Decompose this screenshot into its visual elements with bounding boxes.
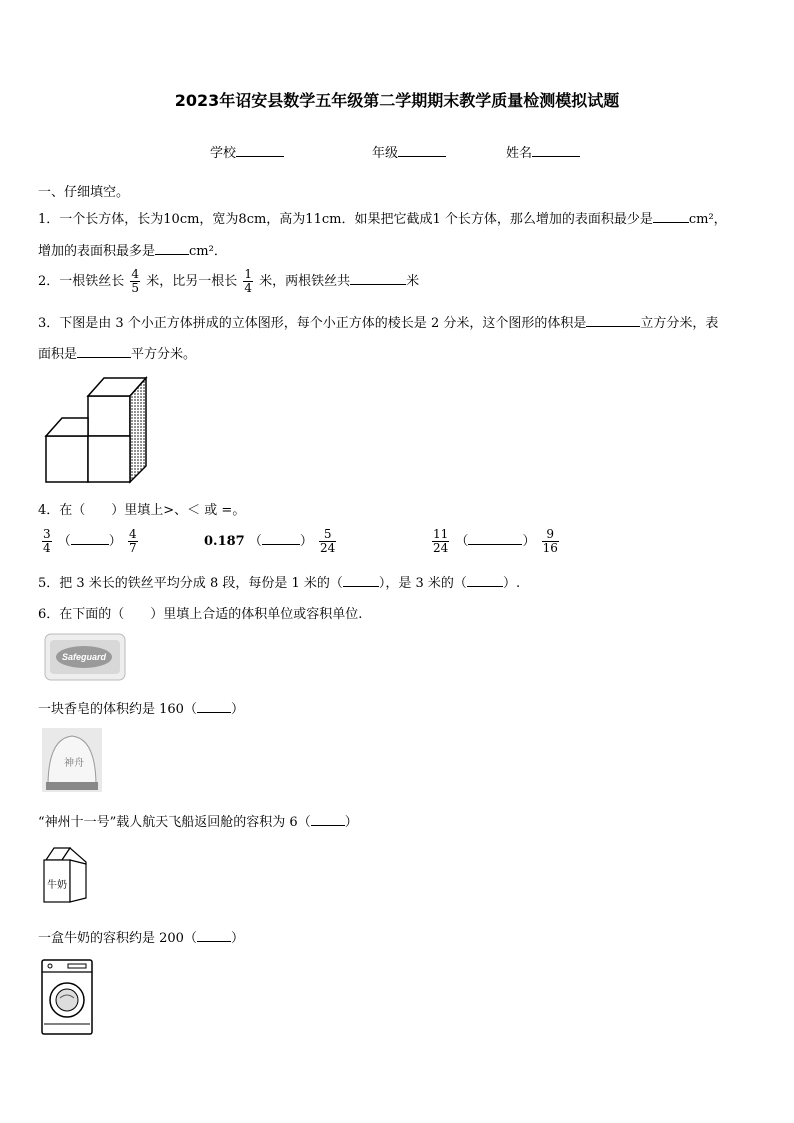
q6-s2-text: “神州十一号”载人航天飞船返回舱的容积为 6（ (38, 815, 311, 830)
denominator: 4 (43, 541, 51, 555)
q1-text: 1．一个长方体，长为10cm，宽为8cm，高为11cm．如果把它截成1 个长方体，那么增加的表面积最少是 (38, 212, 653, 227)
numerator: 1 (244, 267, 252, 281)
question-1-line-1 (38, 208, 727, 227)
capsule-image (42, 728, 102, 792)
q5-text-a: 5．把 3 米长的铁丝平均分成 8 段，每份是 1 米的（ (38, 576, 343, 591)
q6-s1-text: 一块香皂的体积约是 160（ (38, 702, 197, 717)
soap-image (44, 632, 126, 682)
numerator: 5 (319, 528, 336, 542)
q1-unit-1: cm²， (688, 212, 727, 227)
fraction (128, 528, 138, 555)
numerator: 4 (131, 267, 140, 281)
q5-blank-1[interactable] (343, 574, 379, 587)
q3-text-2: 面积是 (38, 347, 78, 362)
q5-text-b: ），是 3 米的（ (378, 576, 467, 591)
compare-2-blank[interactable]: （ ） (248, 534, 313, 549)
denominator: 24 (320, 541, 336, 555)
q6-blank-2[interactable] (311, 813, 345, 826)
q1-blank-2[interactable] (155, 242, 189, 255)
compare-1-blank[interactable]: （ ） (57, 534, 122, 549)
q3-blank-2[interactable] (77, 345, 131, 358)
question-4-stem: 4．在（ ）里填上>、＜ 或 =。 (38, 503, 246, 518)
q3-text-2b: 平方分米。 (131, 347, 197, 362)
school-blank[interactable] (236, 144, 284, 157)
page-title: 2023年诏安县数学五年级第二学期期末教学质量检测模拟试题 (174, 91, 620, 110)
numerator: 9 (542, 528, 559, 542)
name-blank[interactable] (532, 144, 580, 157)
q2-text-a: 2．一根铁丝长 (38, 274, 125, 289)
q2-blank[interactable] (350, 272, 406, 285)
question-3-line-1 (38, 312, 718, 331)
cube-figure (44, 372, 156, 484)
question-6-item-3 (38, 927, 244, 946)
q6-close-2: ） (344, 815, 358, 830)
q6-close-1: ） (230, 702, 244, 717)
fraction (542, 528, 559, 555)
grade-field (372, 142, 446, 161)
grade-label: 年级 (372, 146, 399, 161)
question-3-line-2 (38, 343, 196, 362)
denominator: 7 (128, 541, 137, 555)
school-label: 学校 (210, 146, 237, 161)
denominator: 16 (542, 541, 558, 555)
washing-machine-image (40, 958, 94, 1036)
denominator: 5 (131, 281, 140, 295)
q6-blank-3[interactable] (197, 929, 231, 942)
compare-3-blank[interactable]: （ ） (455, 534, 536, 549)
q1-unit-2: cm²． (189, 244, 227, 259)
milk-text: 牛奶 (47, 880, 67, 891)
fraction (243, 268, 253, 295)
numerator: 11 (433, 527, 449, 541)
q3-blank-1[interactable] (586, 314, 640, 327)
q2-text-c: 米，两根铁丝共 (259, 274, 351, 289)
milk-carton-image (40, 846, 92, 904)
q6-s3-text: 一盒牛奶的容积约是 200（ (38, 931, 197, 946)
question-6-item-2 (38, 811, 358, 830)
q3-text-b: 立方分米，表 (640, 316, 719, 331)
compare-3 (430, 528, 561, 555)
q2-text-d: 米 (406, 274, 420, 289)
q6-close-3: ） (230, 931, 244, 946)
denominator: 4 (244, 281, 252, 295)
numerator: 4 (128, 527, 137, 541)
question-2 (38, 268, 419, 295)
fraction (319, 528, 336, 555)
section-heading: 一、仔细填空。 (38, 185, 130, 200)
question-6-stem: 6．在下面的（ ）里填上合适的体积单位或容积单位. (38, 607, 363, 622)
q5-blank-2[interactable] (467, 574, 503, 587)
compare-1 (40, 528, 140, 555)
q1-text-2: 增加的表面积最多是 (38, 244, 156, 259)
fraction (130, 268, 140, 295)
question-1-line-2 (38, 240, 227, 259)
school-field (210, 142, 284, 161)
question-5 (38, 572, 520, 591)
q2-text-b: 米，比另一根长 (146, 274, 238, 289)
question-6-item-1 (38, 698, 244, 717)
name-field (506, 142, 580, 161)
grade-blank[interactable] (398, 144, 446, 157)
fraction (42, 528, 52, 555)
q3-text: 3．下图是由 3 个小正方体拼成的立体图形，每个小正方体的棱长是 2 分米，这个图形的体积是 (38, 316, 587, 331)
q6-blank-1[interactable] (197, 700, 231, 713)
fraction (432, 528, 449, 555)
soap-brand-text: Safeguard (61, 652, 107, 662)
q1-blank-1[interactable] (653, 210, 689, 223)
capsule-text: 神舟 (64, 758, 84, 769)
denominator: 24 (433, 541, 449, 555)
name-label: 姓名 (506, 146, 533, 161)
numerator: 3 (43, 527, 51, 541)
compare-2-left: 0.187 (204, 534, 245, 549)
compare-2 (204, 528, 338, 555)
q5-text-c: ）. (502, 576, 521, 591)
